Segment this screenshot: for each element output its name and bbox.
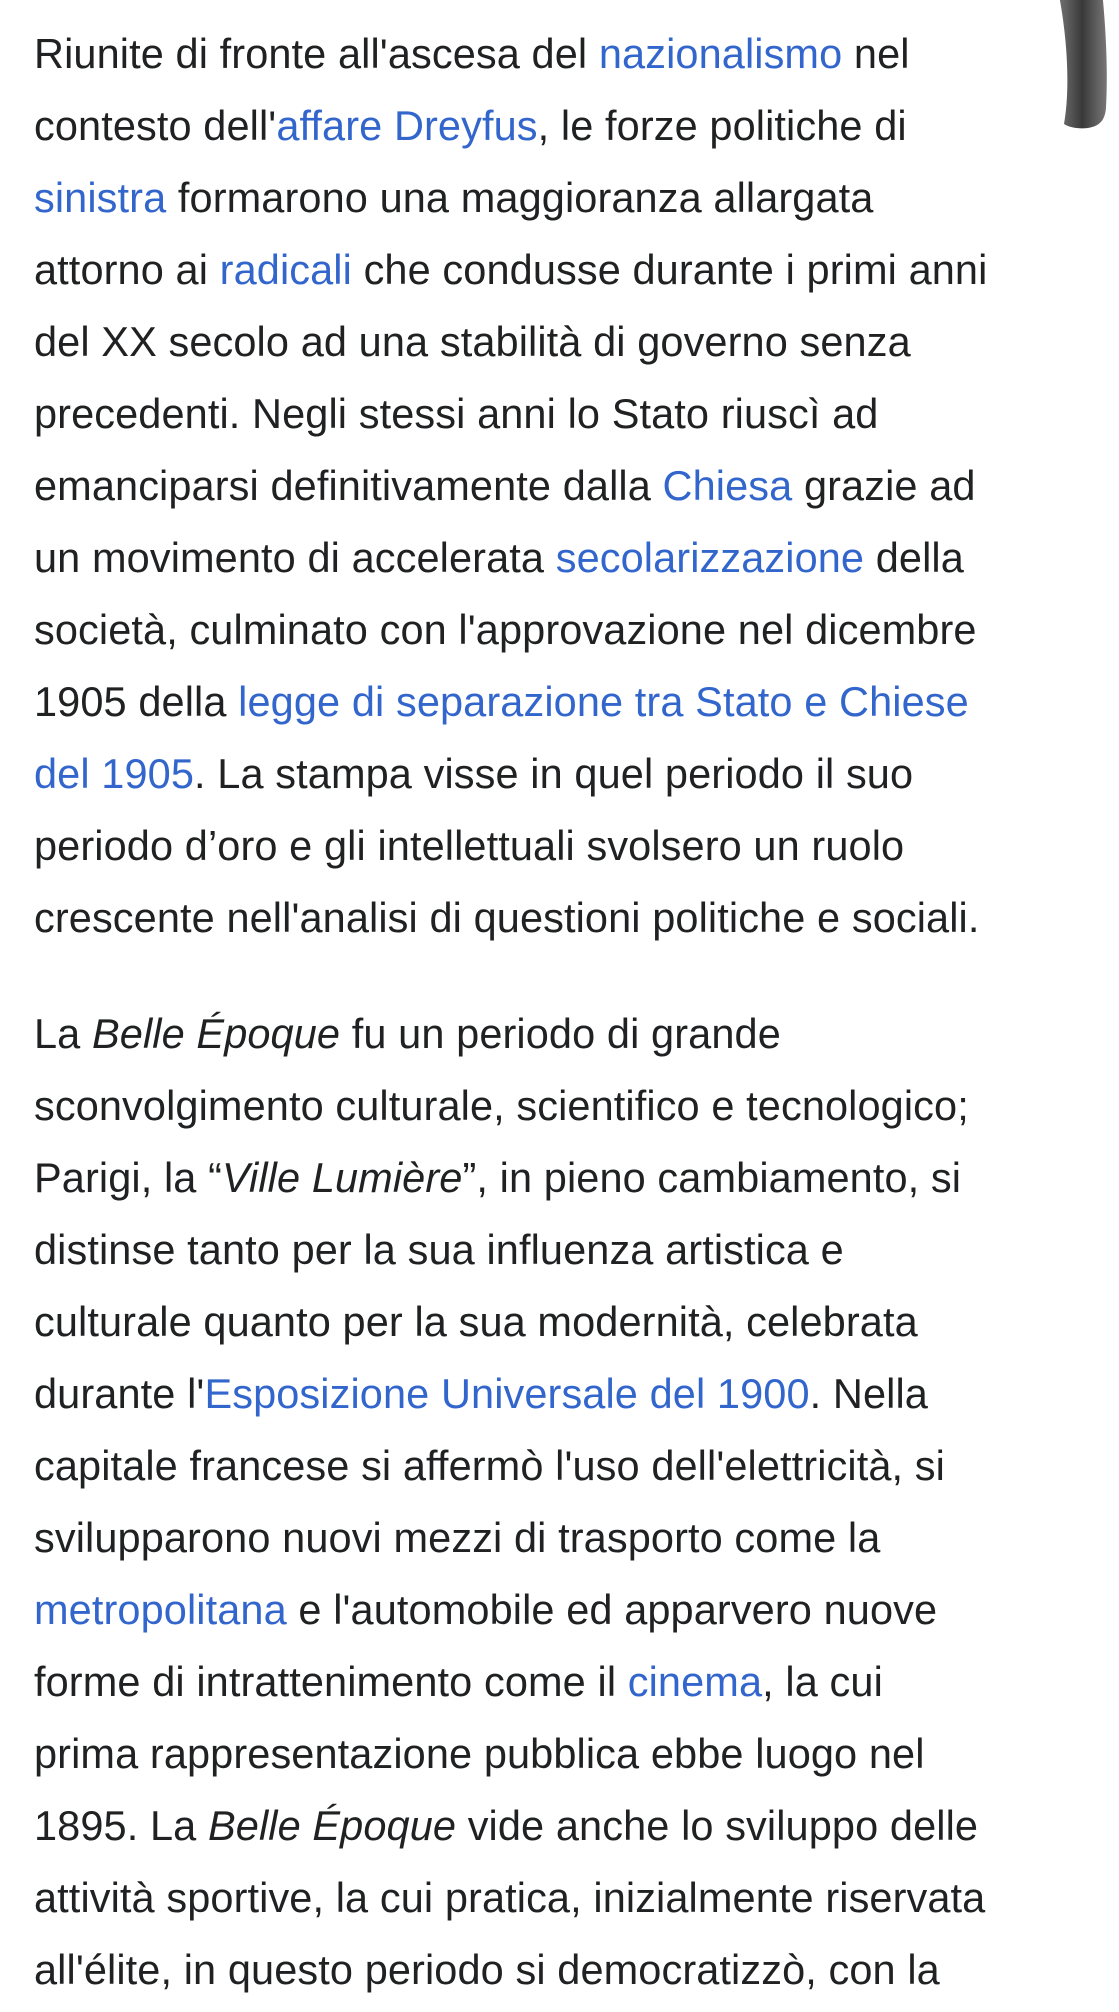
text-line: precedenti. Negli stessi anni lo Stato riuscì ad — [34, 390, 879, 437]
text-line: all'élite, in questo periodo si democratizzò, con la — [34, 1946, 940, 1993]
text-segment: vide anche lo sviluppo delle — [456, 1802, 979, 1849]
link-chiesa[interactable]: Chiesa — [662, 462, 793, 509]
link-secolarizzazione[interactable]: secolarizzazione — [555, 534, 865, 581]
italic-term: Ville Lumière — [222, 1154, 463, 1201]
text-segment: Parigi, la “ — [34, 1154, 223, 1201]
link-sinistra[interactable]: sinistra — [34, 174, 167, 221]
text-segment: La — [34, 1010, 92, 1057]
text-line: svilupparono nuovi mezzi di trasporto come la — [34, 1514, 881, 1561]
text-line: società, culminato con l'approvazione nel dicembre — [34, 606, 977, 653]
link-legge-separazione[interactable]: legge di separazione tra Stato e Chiese — [238, 678, 969, 725]
link-affare-dreyfus[interactable]: affare Dreyfus — [276, 102, 538, 149]
text-segment: , la cui — [762, 1658, 883, 1705]
text-segment: contesto dell' — [34, 102, 277, 149]
text-segment: forme di intrattenimento come il — [34, 1658, 628, 1705]
link-legge-separazione-cont[interactable]: del 1905 — [34, 750, 195, 797]
text-line — [34, 998, 1109, 1070]
text-line — [34, 666, 1109, 738]
text-line: periodo d’oro e gli intellettuali svolsero un ruolo — [34, 822, 905, 869]
paragraph-belle-epoque — [34, 998, 1109, 2006]
text-line: attività sportive, la cui pratica, inizialmente riservata — [34, 1874, 986, 1921]
link-nazionalismo[interactable]: nazionalismo — [598, 30, 843, 77]
text-line — [34, 1646, 1109, 1718]
text-segment: 1895. La — [34, 1802, 208, 1849]
text-segment: ”, in pieno cambiamento, si — [462, 1154, 962, 1201]
text-segment: durante l' — [34, 1370, 205, 1417]
text-segment: Riunite di fronte all'ascesa del — [34, 30, 599, 77]
link-metropolitana[interactable]: metropolitana — [34, 1586, 287, 1633]
text-line: crescente nell'analisi di questioni politiche e sociali. — [34, 894, 980, 941]
text-line — [34, 1790, 1109, 1862]
paragraph-spacer — [34, 954, 1109, 998]
text-segment: 1905 della — [34, 678, 239, 725]
text-line — [34, 234, 1109, 306]
text-segment: fu un periodo di grande — [340, 1010, 781, 1057]
text-line — [34, 90, 1109, 162]
italic-term: Belle Époque — [207, 1802, 457, 1849]
text-segment: della — [864, 534, 964, 581]
link-esposizione-universale[interactable]: Esposizione Universale del 1900 — [204, 1370, 810, 1417]
text-segment: . La stampa visse in quel periodo il suo — [194, 750, 914, 797]
text-segment: nel — [842, 30, 910, 77]
text-line — [34, 738, 1109, 810]
link-radicali[interactable]: radicali — [219, 246, 352, 293]
text-line — [34, 522, 1109, 594]
link-cinema[interactable]: cinema — [627, 1658, 763, 1705]
text-line: capitale francese si affermò l'uso dell'elettricità, si — [34, 1442, 945, 1489]
italic-term: Belle Époque — [92, 1010, 341, 1057]
text-segment: che condusse durante i primi anni — [351, 246, 988, 293]
text-segment: un movimento di accelerata — [34, 534, 556, 581]
text-segment: , le forze politiche di — [537, 102, 907, 149]
text-line — [34, 450, 1109, 522]
text-line: sconvolgimento culturale, scientifico e tecnologico; — [34, 1082, 969, 1129]
text-line — [34, 1574, 1109, 1646]
text-line: distinse tanto per la sua influenza artistica e — [34, 1226, 844, 1273]
text-segment: grazie ad — [792, 462, 976, 509]
article-body — [34, 18, 1109, 2006]
text-line: prima rappresentazione pubblica ebbe luogo nel — [34, 1730, 925, 1777]
text-segment: attorno ai — [34, 246, 220, 293]
text-line — [34, 1142, 1109, 1214]
text-line: culturale quanto per la sua modernità, celebrata — [34, 1298, 918, 1345]
text-line — [34, 18, 1109, 90]
text-line — [34, 1358, 1109, 1430]
text-line — [34, 162, 1109, 234]
text-segment: formarono una maggioranza allargata — [166, 174, 874, 221]
text-line: del XX secolo ad una stabilità di governo senza — [34, 318, 911, 365]
text-segment: emanciparsi definitivamente dalla — [34, 462, 663, 509]
paragraph-nazionalismo — [34, 18, 1109, 954]
text-segment: . Nella — [809, 1370, 928, 1417]
text-segment: e l'automobile ed apparvero nuove — [286, 1586, 938, 1633]
